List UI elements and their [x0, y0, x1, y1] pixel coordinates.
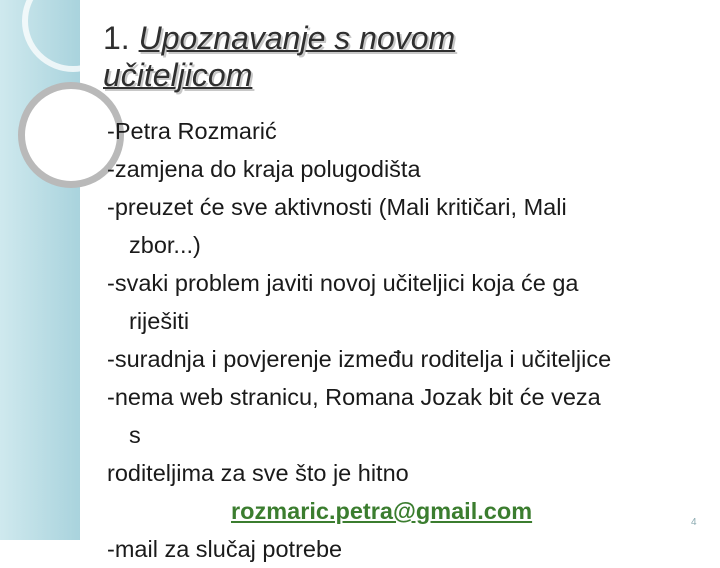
slide-title — [103, 20, 663, 94]
bullet-line-continuation: s — [129, 422, 141, 448]
bullet-line: -Petra Rozmarić — [107, 118, 277, 144]
email-line — [107, 492, 717, 530]
decorative-ring-inner — [40, 104, 98, 162]
bullet-line: -nema web stranicu, Romana Jozak bit će veza — [107, 384, 601, 410]
sidebar-decoration — [0, 0, 80, 540]
bullet-line: -svaki problem javiti novoj učiteljici koja će ga — [107, 270, 579, 296]
slide-body — [107, 112, 717, 568]
bullet-line: -preuzet će sve aktivnosti (Mali kritičari, Mali — [107, 194, 567, 220]
bullet-line-continuation: zbor...) — [129, 232, 201, 258]
title-line-2: učiteljicom — [103, 57, 253, 93]
bullet-line-continuation: riješiti — [129, 308, 190, 334]
bullet-line-cut-off: -mail za slučaj potrebe — [107, 536, 343, 562]
bullet-line: -zamjena do kraja polugodišta — [107, 156, 421, 182]
bullet-line: roditeljima za sve što je hitno — [107, 460, 409, 486]
title-number: 1. — [103, 20, 139, 56]
page-number: 4 — [691, 517, 697, 528]
bullet-line: -suradnja i povjerenje između roditelja i učiteljice — [107, 346, 612, 372]
email-link[interactable]: rozmaric.petra@gmail.com — [231, 498, 533, 524]
title-line-1: Upoznavanje s novom — [138, 20, 456, 56]
